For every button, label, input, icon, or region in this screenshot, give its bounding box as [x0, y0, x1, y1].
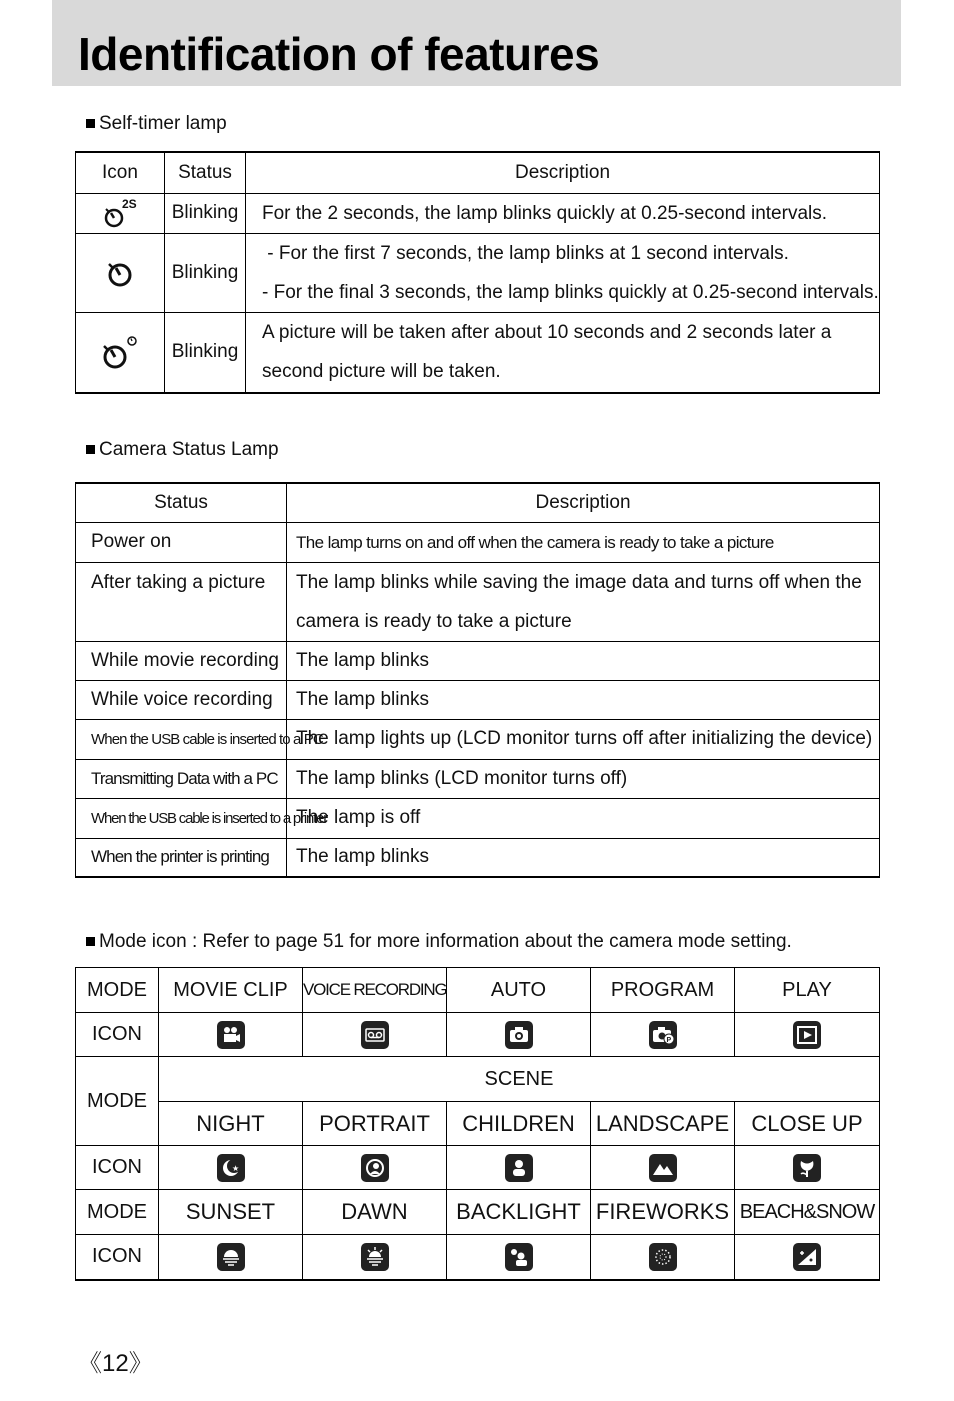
description-cell: [246, 193, 880, 233]
mode-name: FIREWORKS: [591, 1190, 735, 1235]
icon-label: ICON: [76, 1146, 159, 1190]
night-icon: [217, 1154, 245, 1182]
icon-cell: [591, 1013, 735, 1057]
mode-name: PLAY: [735, 968, 880, 1013]
page-number: 《12》: [78, 1350, 153, 1377]
icon-label: ICON: [76, 1235, 159, 1280]
description-cell: [246, 233, 880, 312]
table-row: [76, 193, 880, 233]
camera-status-heading-text: Camera Status Lamp: [99, 439, 279, 460]
mode-row: [76, 1102, 880, 1146]
mode-name: DAWN: [303, 1190, 447, 1235]
icon-cell: [159, 1013, 303, 1057]
table-row: [76, 838, 880, 877]
sunset-icon: [217, 1243, 245, 1271]
description-cell: [287, 522, 880, 562]
status-cell: While voice recording: [76, 680, 287, 719]
status-cell: When the printer is printing: [76, 838, 287, 877]
portrait-icon: [361, 1154, 389, 1182]
mode-name: SUNSET: [159, 1190, 303, 1235]
description-line: camera is ready to take a picture: [296, 610, 572, 632]
description-line: - For the first 7 seconds, the lamp blinks at 1 second intervals.: [262, 242, 789, 264]
mode-name: NIGHT: [159, 1102, 303, 1146]
play-icon: [793, 1021, 821, 1049]
mode-name: AUTO: [447, 968, 591, 1013]
bullet-square-icon: [86, 445, 95, 454]
mode-name: VOICE RECORDING: [303, 968, 447, 1013]
fireworks-icon: [649, 1243, 677, 1271]
children-icon: [505, 1154, 533, 1182]
description-line: - For the final 3 seconds, the lamp blinks quickly at 0.25-second intervals.: [262, 281, 879, 303]
self-timer-2s-icon: [100, 196, 140, 230]
column-header: Description: [287, 483, 880, 522]
mode-label: MODE: [76, 1057, 159, 1146]
self-timer-heading: [86, 113, 227, 135]
self-timer-heading-text: Self-timer lamp: [99, 113, 227, 134]
icon-cell: [735, 1146, 880, 1190]
bullet-square-icon: [86, 119, 95, 128]
table-row: [76, 680, 880, 719]
voice-recording-icon: [361, 1021, 389, 1049]
self-timer-table: [75, 151, 880, 394]
status-cell: Blinking: [165, 233, 246, 312]
svg-text:P: P: [666, 1036, 671, 1044]
landscape-icon: [649, 1154, 677, 1182]
icon-row: [76, 1235, 880, 1280]
table-row: [76, 562, 880, 641]
description-cell: The lamp blinks: [287, 680, 880, 719]
status-cell: When the USB cable is inserted to a printer: [76, 798, 287, 838]
status-cell: Blinking: [165, 312, 246, 393]
icon-cell: [591, 1146, 735, 1190]
table-row: [76, 233, 880, 312]
description-cell: The lamp blinks (LCD monitor turns off): [287, 759, 880, 798]
status-cell: When the USB cable is inserted to a PC: [76, 719, 287, 759]
column-header: Icon: [76, 152, 165, 193]
description-line: The lamp blinks while saving the image data and turns off when the: [296, 571, 862, 593]
icon-cell: [303, 1235, 447, 1280]
mode-name: PORTRAIT: [303, 1102, 447, 1146]
table-header-row: [76, 152, 880, 193]
status-cell: Power on: [76, 522, 287, 562]
mode-name: PROGRAM: [591, 968, 735, 1013]
mode-label: MODE: [76, 968, 159, 1013]
status-cell: Transmitting Data with a PC: [76, 759, 287, 798]
icon-cell: [735, 1235, 880, 1280]
icon-cell: [303, 1146, 447, 1190]
mode-name: BACKLIGHT: [447, 1190, 591, 1235]
description-line: A picture will be taken after about 10 seconds and 2 seconds later a: [262, 322, 832, 344]
mode-name: BEACH&SNOW: [735, 1190, 880, 1235]
mode-icon-heading-text: Mode icon : Refer to page 51 for more information about the camera mode setting.: [99, 931, 792, 952]
table-row: [76, 312, 880, 393]
mode-label: MODE: [76, 1190, 159, 1235]
svg-text:★: ★: [231, 1163, 239, 1173]
movie-clip-icon: [217, 1021, 245, 1049]
column-header: Status: [165, 152, 246, 193]
close-up-icon: [793, 1154, 821, 1182]
table-row: [76, 719, 880, 759]
description-cell: [287, 562, 880, 641]
icon-cell: [447, 1235, 591, 1280]
auto-camera-icon: [505, 1021, 533, 1049]
camera-status-heading: [86, 439, 279, 461]
column-header: Status: [76, 483, 287, 522]
status-text: After taking a picture: [91, 571, 266, 593]
column-header: Description: [246, 152, 880, 193]
icon-row: [76, 1013, 880, 1057]
table-header-row: [76, 483, 880, 522]
description-cell: The lamp lights up (LCD monitor turns off after initializing the device): [287, 719, 880, 759]
table-row: [76, 798, 880, 838]
description-line: second picture will be taken.: [262, 361, 501, 383]
table-row: [76, 759, 880, 798]
backlight-icon: [505, 1243, 533, 1271]
self-timer-10s-icon: [100, 256, 140, 290]
table-row: [76, 641, 880, 680]
icon-cell: [591, 1235, 735, 1280]
icon-cell: [303, 1013, 447, 1057]
icon-cell: [447, 1146, 591, 1190]
status-cell: While movie recording: [76, 641, 287, 680]
icon-label: ICON: [76, 1013, 159, 1057]
icon-cell: [159, 1146, 303, 1190]
page-title: Identification of features: [78, 28, 600, 80]
mode-row: [76, 1057, 880, 1102]
beach-snow-icon: [793, 1243, 821, 1271]
description-cell: The lamp blinks: [287, 641, 880, 680]
status-cell: Blinking: [165, 193, 246, 233]
table-row: [76, 522, 880, 562]
mode-name: CHILDREN: [447, 1102, 591, 1146]
description-cell: The lamp blinks: [287, 838, 880, 877]
icon-cell: [735, 1013, 880, 1057]
description-cell: The lamp is off: [287, 798, 880, 838]
icon-cell: [159, 1235, 303, 1280]
mode-icon-heading: [86, 931, 792, 953]
description-line: For the 2 seconds, the lamp blinks quickly at 0.25-second intervals.: [262, 202, 828, 224]
mode-row: [76, 968, 880, 1013]
bullet-square-icon: [86, 937, 95, 946]
description-line: The lamp turns on and off when the camera is ready to take a picture: [296, 532, 774, 552]
icon-cell: [76, 233, 165, 312]
program-icon: [649, 1021, 677, 1049]
scene-label: SCENE: [159, 1057, 880, 1102]
icon-cell: [447, 1013, 591, 1057]
svg-text:2S: 2S: [122, 197, 137, 211]
icon-row: [76, 1146, 880, 1190]
icon-cell: [76, 193, 165, 233]
mode-name: LANDSCAPE: [591, 1102, 735, 1146]
icon-cell: [76, 312, 165, 393]
description-cell: [246, 312, 880, 393]
dawn-icon: [361, 1243, 389, 1271]
status-cell: [76, 562, 287, 641]
double-self-timer-icon: [98, 332, 142, 372]
mode-name: CLOSE UP: [735, 1102, 880, 1146]
camera-status-table: [75, 482, 880, 878]
mode-name: MOVIE CLIP: [159, 968, 303, 1013]
mode-row: [76, 1190, 880, 1235]
mode-icon-table: [75, 967, 880, 1281]
